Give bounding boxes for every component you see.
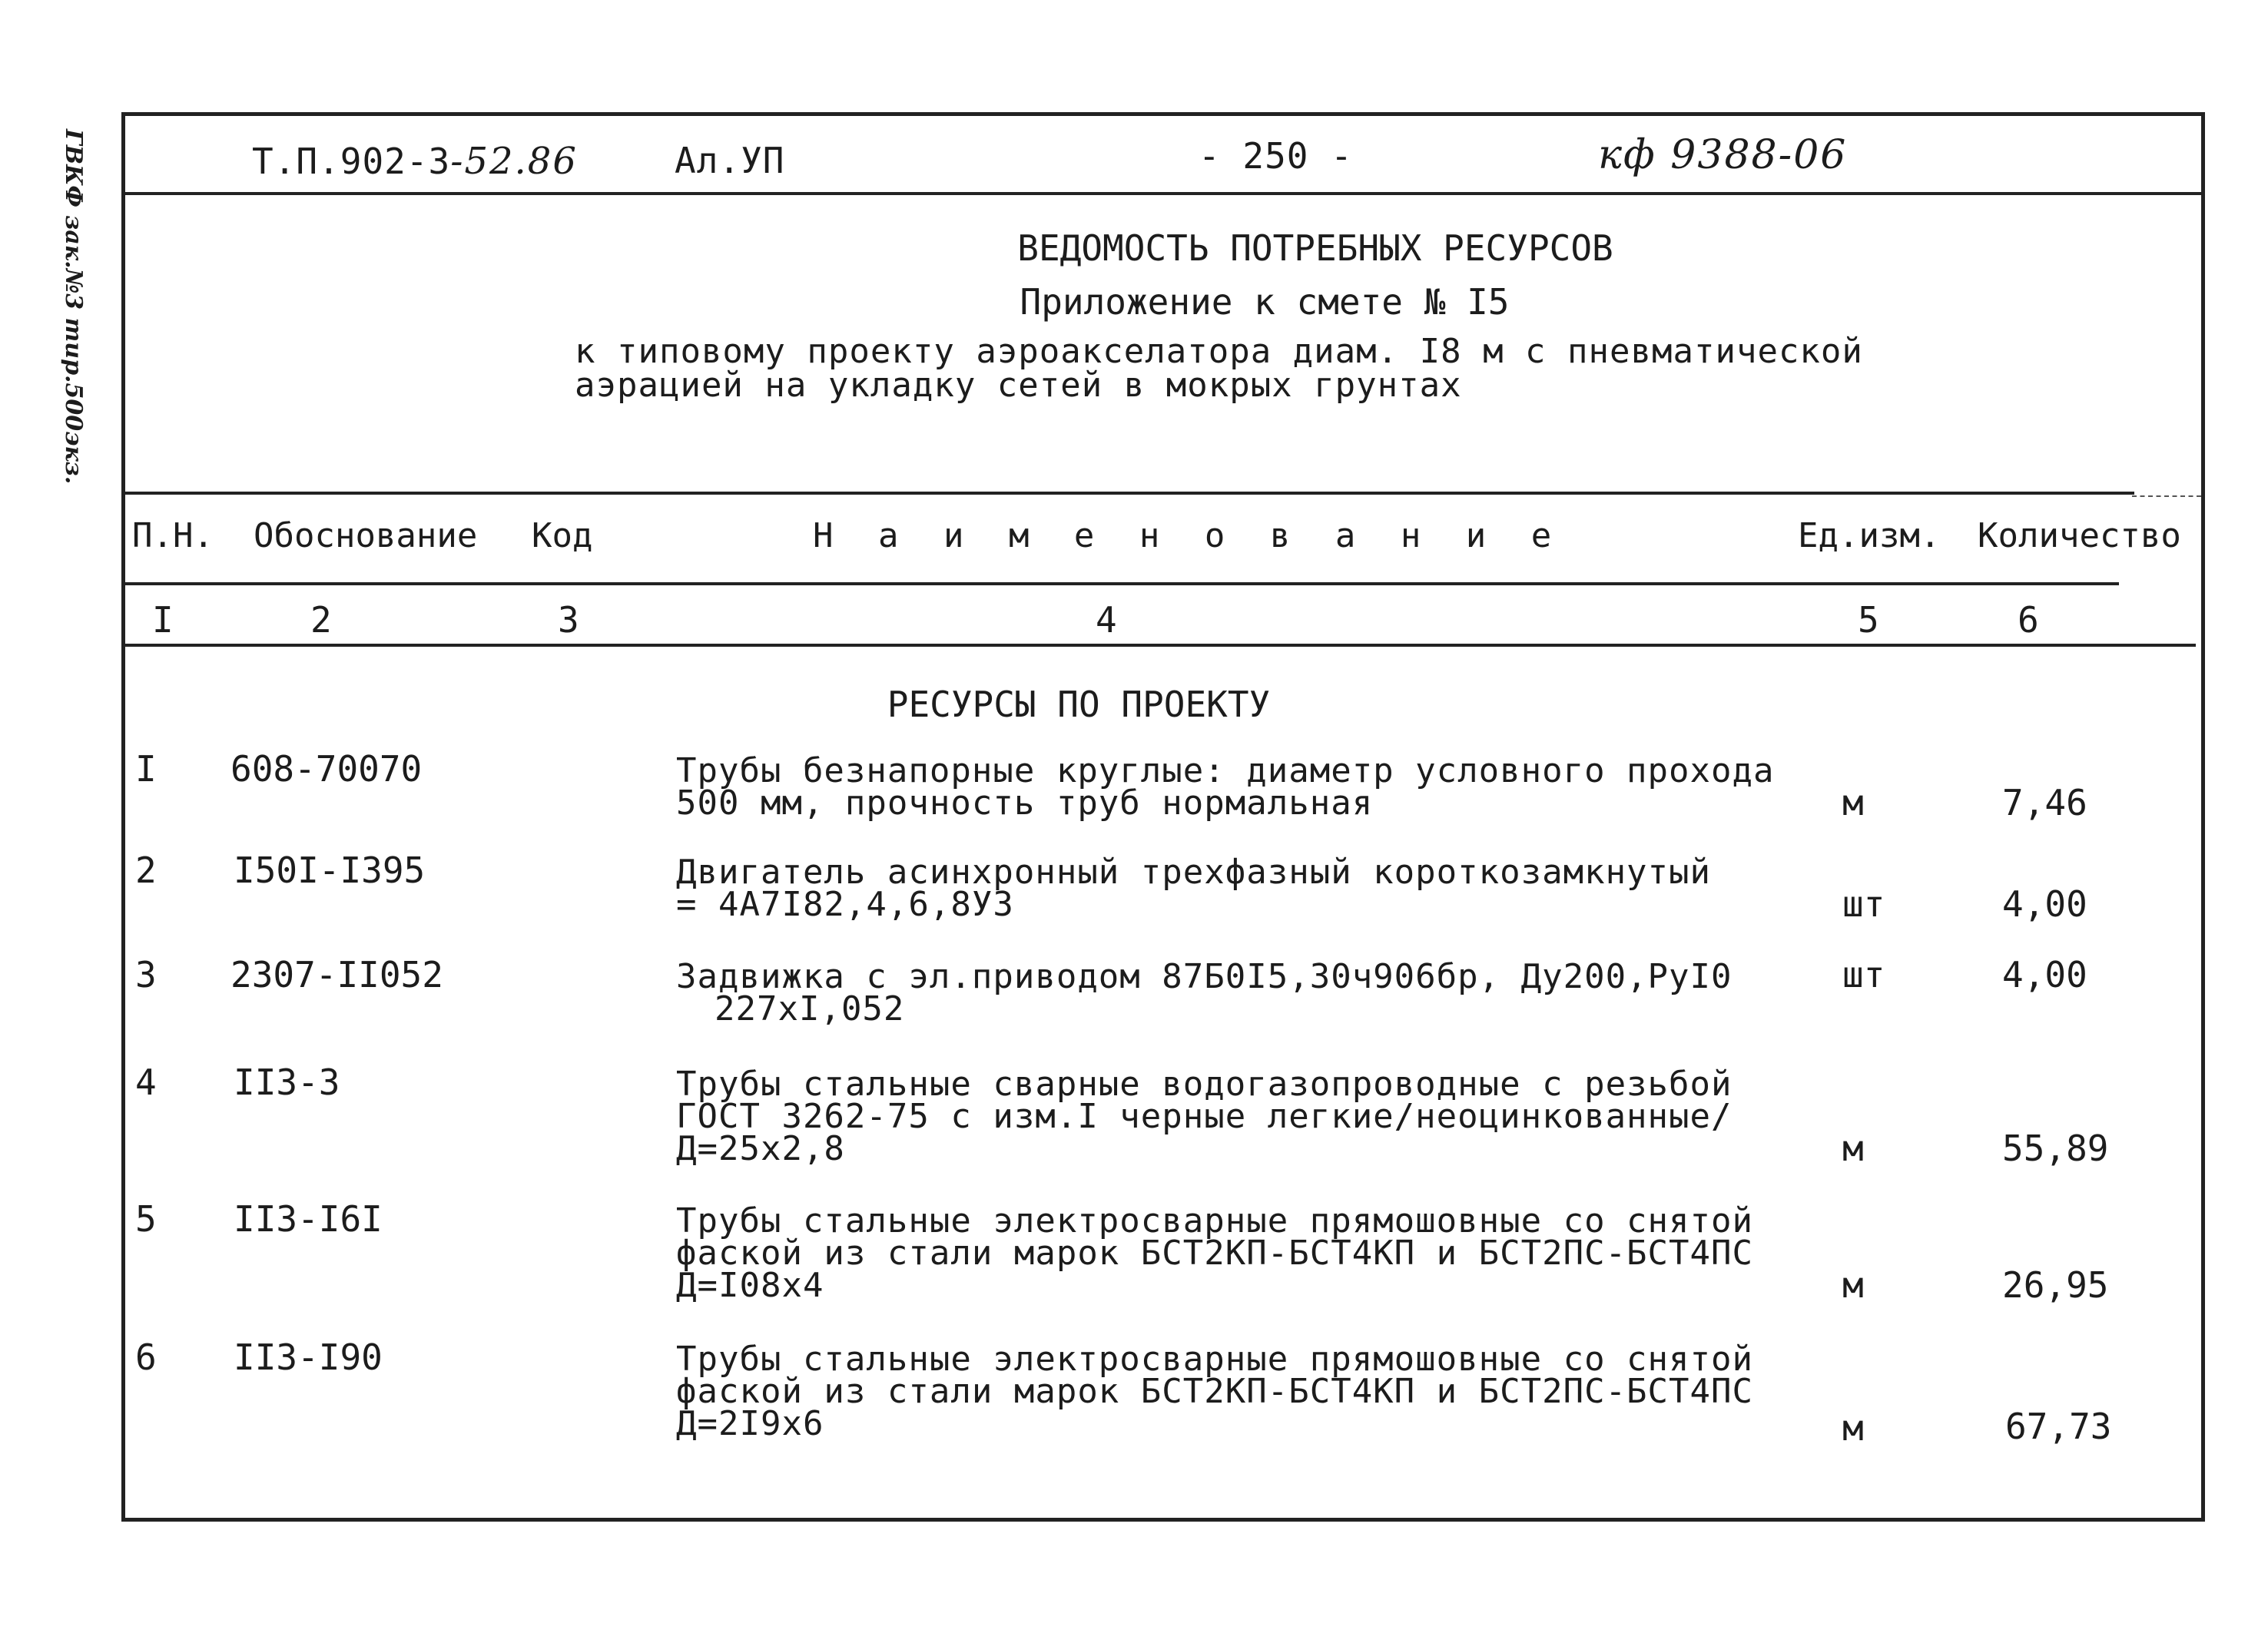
- row-pn: 5: [135, 1198, 157, 1240]
- row-qty: 4,00: [2002, 883, 2087, 925]
- row-name-line: ГОСТ 3262-75 с изм.I черные легкие/неоцинкованные/: [676, 1097, 1732, 1136]
- col-number-1: I: [152, 599, 174, 641]
- row-name-line: Трубы стальные электросварные прямошовные со снятой: [676, 1340, 1754, 1379]
- column-header-rule: [121, 582, 2119, 585]
- row-name-line: Трубы стальные электросварные прямошовные со снятой: [676, 1201, 1754, 1240]
- title-rule-dashed-extension: [2132, 495, 2201, 497]
- col-header-unit: Ед.изм.: [1798, 516, 1941, 555]
- row-name-line: Д=25х2,8: [676, 1129, 845, 1168]
- col-header-pn: П.Н.: [132, 516, 214, 555]
- title-rule: [121, 492, 2134, 495]
- row-qty: 7,46: [2002, 782, 2087, 823]
- row-name-line: Трубы безнапорные круглые: диаметр условного прохода: [676, 751, 1775, 790]
- document-title: ВЕДОМОСТЬ ПОТРЕБНЫХ РЕСУРСОВ: [1017, 227, 1613, 269]
- page-number: - 250 -: [1199, 135, 1353, 177]
- sheet-code: кф 9388-06: [1598, 132, 1848, 178]
- col-number-5: 5: [1858, 599, 1879, 641]
- row-name-line: Задвижка с эл.приводом 87Б0I5,30ч906бр, Ду200,РуI0: [676, 957, 1732, 996]
- row-qty: 55,89: [2002, 1128, 2109, 1169]
- col-number-2: 2: [310, 599, 332, 641]
- row-unit: м: [1842, 1128, 1864, 1169]
- row-qty: 26,95: [2002, 1264, 2109, 1306]
- row-basis: 608-70070: [230, 748, 423, 790]
- row-name-line: Д=2I9х6: [676, 1404, 824, 1443]
- row-basis: II3-I6I: [234, 1198, 383, 1240]
- col-number-3: 3: [558, 599, 579, 641]
- row-basis: II3-I90: [234, 1337, 383, 1378]
- header-rule: [121, 192, 2205, 195]
- row-name-line: фаской из стали марок БСТ2КП-БСТ4КП и БСТ2ПС-БСТ4ПС: [676, 1234, 1754, 1273]
- row-name-line: Двигатель асинхронный трехфазный короткозамкнутый: [676, 853, 1712, 892]
- row-pn: 2: [135, 850, 157, 891]
- row-name-line: фаской из стали марок БСТ2КП-БСТ4КП и БСТ2ПС-БСТ4ПС: [676, 1372, 1754, 1411]
- section-title: РЕСУРСЫ ПО ПРОЕКТУ: [887, 684, 1271, 725]
- col-header-qty: Количество: [1978, 516, 2181, 555]
- row-name-line: Д=I08х4: [676, 1266, 824, 1305]
- project-code-suffix: -52.86: [450, 140, 578, 183]
- row-pn: 6: [135, 1337, 157, 1378]
- row-unit: м: [1842, 782, 1864, 823]
- row-unit: шт: [1842, 883, 1885, 925]
- row-pn: 4: [135, 1062, 157, 1103]
- col-number-4: 4: [1096, 599, 1117, 641]
- col-number-6: 6: [2018, 599, 2039, 641]
- row-unit: шт: [1842, 954, 1885, 995]
- row-name-line: = 4А7I82,4,6,8У3: [676, 885, 1014, 924]
- row-qty: 67,73: [2005, 1406, 2112, 1447]
- row-pn: I: [135, 748, 157, 790]
- row-name-line: 227хI,052: [715, 989, 905, 1028]
- project-code: [252, 140, 578, 183]
- row-basis: I50I-I395: [234, 850, 426, 891]
- album-label: Ал.УП: [675, 140, 785, 181]
- row-qty: 4,00: [2002, 954, 2087, 995]
- project-description-line1: к типовому проекту аэроакселатора диам. I8 м с пневматической: [575, 332, 1863, 371]
- document-subtitle: Приложение к смете № I5: [1020, 281, 1510, 323]
- row-pn: 3: [135, 954, 157, 995]
- row-basis: II3-3: [234, 1062, 340, 1103]
- column-number-rule: [121, 644, 2196, 647]
- row-name-line: 500 мм, прочность труб нормальная: [676, 783, 1374, 823]
- project-description-line2: аэрацией на укладку сетей в мокрых грунтах: [575, 366, 1462, 405]
- row-unit: м: [1842, 1264, 1864, 1306]
- col-header-name: Н а и м е н о в а н и е: [813, 516, 1564, 555]
- col-header-code: Код: [532, 516, 593, 555]
- row-basis: 2307-II052: [230, 954, 443, 995]
- project-code-prefix: Т.П.902-3: [252, 141, 451, 182]
- col-header-basis: Обоснование: [254, 516, 478, 555]
- side-print-note: ГВКФ зак.№3 тир.500экз.: [60, 129, 87, 485]
- row-name-line: Трубы стальные сварные водогазопроводные с резьбой: [676, 1065, 1732, 1104]
- row-unit: м: [1842, 1407, 1864, 1449]
